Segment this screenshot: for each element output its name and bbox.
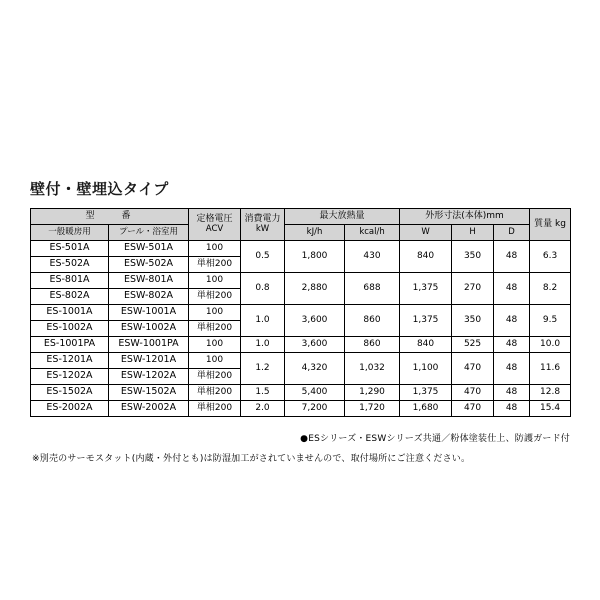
table-row (31, 273, 571, 289)
cell-depth: 48 (494, 337, 530, 353)
cell-mass: 10.0 (530, 337, 571, 353)
cell-height: 470 (452, 385, 494, 401)
specification-table (30, 208, 571, 417)
table-header (31, 209, 571, 241)
cell-width: 1,375 (400, 305, 452, 337)
cell-general-model: ES-1001A (31, 305, 109, 321)
cell-pool-model: ESW-1202A (109, 369, 189, 385)
cell-power: 0.8 (241, 273, 285, 305)
cell-height: 350 (452, 241, 494, 273)
header-general-use: 一般暖房用 (31, 225, 109, 241)
table-row (31, 337, 571, 353)
header-power: 消費電力 kW (241, 209, 285, 241)
cell-depth: 48 (494, 385, 530, 401)
cell-pool-model: ESW-501A (109, 241, 189, 257)
cell-power: 2.0 (241, 401, 285, 417)
cell-general-model: ES-502A (31, 257, 109, 273)
cell-general-model: ES-1502A (31, 385, 109, 401)
cell-height: 525 (452, 337, 494, 353)
spec-sheet (30, 178, 570, 464)
cell-kj: 7,200 (285, 401, 345, 417)
cell-general-model: ES-1201A (31, 353, 109, 369)
header-output-group: 最大放熱量 (285, 209, 400, 225)
header-dimensions-group: 外形寸法(本体)mm (400, 209, 530, 225)
cell-pool-model: ESW-801A (109, 273, 189, 289)
table-row (31, 401, 571, 417)
cell-voltage: 100 (189, 305, 241, 321)
header-kcal-per-h: kcal/h (345, 225, 400, 241)
note-series-common: ●ESシリーズ・ESWシリーズ共通／粉体塗装仕上、防護ガード付 (300, 434, 570, 444)
cell-general-model: ES-2002A (31, 401, 109, 417)
cell-pool-model: ESW-2002A (109, 401, 189, 417)
cell-kj: 3,600 (285, 337, 345, 353)
cell-kcal: 1,290 (345, 385, 400, 401)
header-voltage: 定格電圧 ACV (189, 209, 241, 241)
table-body (31, 241, 571, 417)
cell-depth: 48 (494, 353, 530, 385)
cell-kcal: 430 (345, 241, 400, 273)
cell-voltage: 単相200 (189, 257, 241, 273)
cell-height: 470 (452, 401, 494, 417)
cell-pool-model: ESW-1001A (109, 305, 189, 321)
cell-depth: 48 (494, 305, 530, 337)
cell-general-model: ES-1001PA (31, 337, 109, 353)
header-model-group: 型 番 (31, 209, 189, 225)
cell-depth: 48 (494, 241, 530, 273)
header-pool-bath-use: プール・浴室用 (109, 225, 189, 241)
header-kj-per-h: kJ/h (285, 225, 345, 241)
cell-kcal: 688 (345, 273, 400, 305)
cell-pool-model: ESW-502A (109, 257, 189, 273)
cell-kj: 1,800 (285, 241, 345, 273)
cell-width: 1,375 (400, 385, 452, 401)
cell-width: 1,100 (400, 353, 452, 385)
cell-power: 1.0 (241, 305, 285, 337)
table-header-row-2 (31, 225, 571, 241)
note-thermostat-caution: ※別売のサーモスタット(内蔵・外付とも)は防湿加工がされていませんので、取付場所にご注意ください。 (32, 454, 471, 464)
cell-kj: 2,880 (285, 273, 345, 305)
cell-general-model: ES-801A (31, 273, 109, 289)
page-title: 壁付・壁埋込タイプ (30, 180, 169, 198)
cell-voltage: 単相200 (189, 385, 241, 401)
cell-kcal: 860 (345, 337, 400, 353)
cell-width: 840 (400, 337, 452, 353)
cell-power: 1.5 (241, 385, 285, 401)
cell-height: 350 (452, 305, 494, 337)
cell-voltage: 単相200 (189, 289, 241, 305)
cell-kcal: 1,720 (345, 401, 400, 417)
cell-mass: 12.8 (530, 385, 571, 401)
table-row (31, 353, 571, 369)
cell-kj: 4,320 (285, 353, 345, 385)
header-width: W (400, 225, 452, 241)
cell-general-model: ES-802A (31, 289, 109, 305)
cell-voltage: 100 (189, 337, 241, 353)
cell-width: 1,680 (400, 401, 452, 417)
cell-pool-model: ESW-1001PA (109, 337, 189, 353)
cell-voltage: 100 (189, 273, 241, 289)
cell-mass: 11.6 (530, 353, 571, 385)
header-depth: D (494, 225, 530, 241)
cell-height: 270 (452, 273, 494, 305)
cell-depth: 48 (494, 401, 530, 417)
table-header-row-1 (31, 209, 571, 225)
cell-pool-model: ESW-802A (109, 289, 189, 305)
cell-kcal: 860 (345, 305, 400, 337)
cell-height: 470 (452, 353, 494, 385)
cell-pool-model: ESW-1201A (109, 353, 189, 369)
cell-width: 840 (400, 241, 452, 273)
cell-voltage: 100 (189, 241, 241, 257)
cell-power: 1.0 (241, 337, 285, 353)
cell-mass: 15.4 (530, 401, 571, 417)
cell-mass: 9.5 (530, 305, 571, 337)
cell-voltage: 単相200 (189, 401, 241, 417)
cell-pool-model: ESW-1002A (109, 321, 189, 337)
cell-general-model: ES-1202A (31, 369, 109, 385)
cell-width: 1,375 (400, 273, 452, 305)
header-mass: 質量 kg (530, 209, 571, 241)
table-row (31, 385, 571, 401)
cell-voltage: 100 (189, 353, 241, 369)
cell-general-model: ES-1002A (31, 321, 109, 337)
cell-kj: 3,600 (285, 305, 345, 337)
cell-kj: 5,400 (285, 385, 345, 401)
cell-voltage: 単相200 (189, 369, 241, 385)
cell-mass: 8.2 (530, 273, 571, 305)
cell-power: 0.5 (241, 241, 285, 273)
table-row (31, 305, 571, 321)
header-height: H (452, 225, 494, 241)
cell-depth: 48 (494, 273, 530, 305)
table-row (31, 241, 571, 257)
cell-general-model: ES-501A (31, 241, 109, 257)
cell-power: 1.2 (241, 353, 285, 385)
cell-kcal: 1,032 (345, 353, 400, 385)
cell-mass: 6.3 (530, 241, 571, 273)
cell-pool-model: ESW-1502A (109, 385, 189, 401)
cell-voltage: 単相200 (189, 321, 241, 337)
